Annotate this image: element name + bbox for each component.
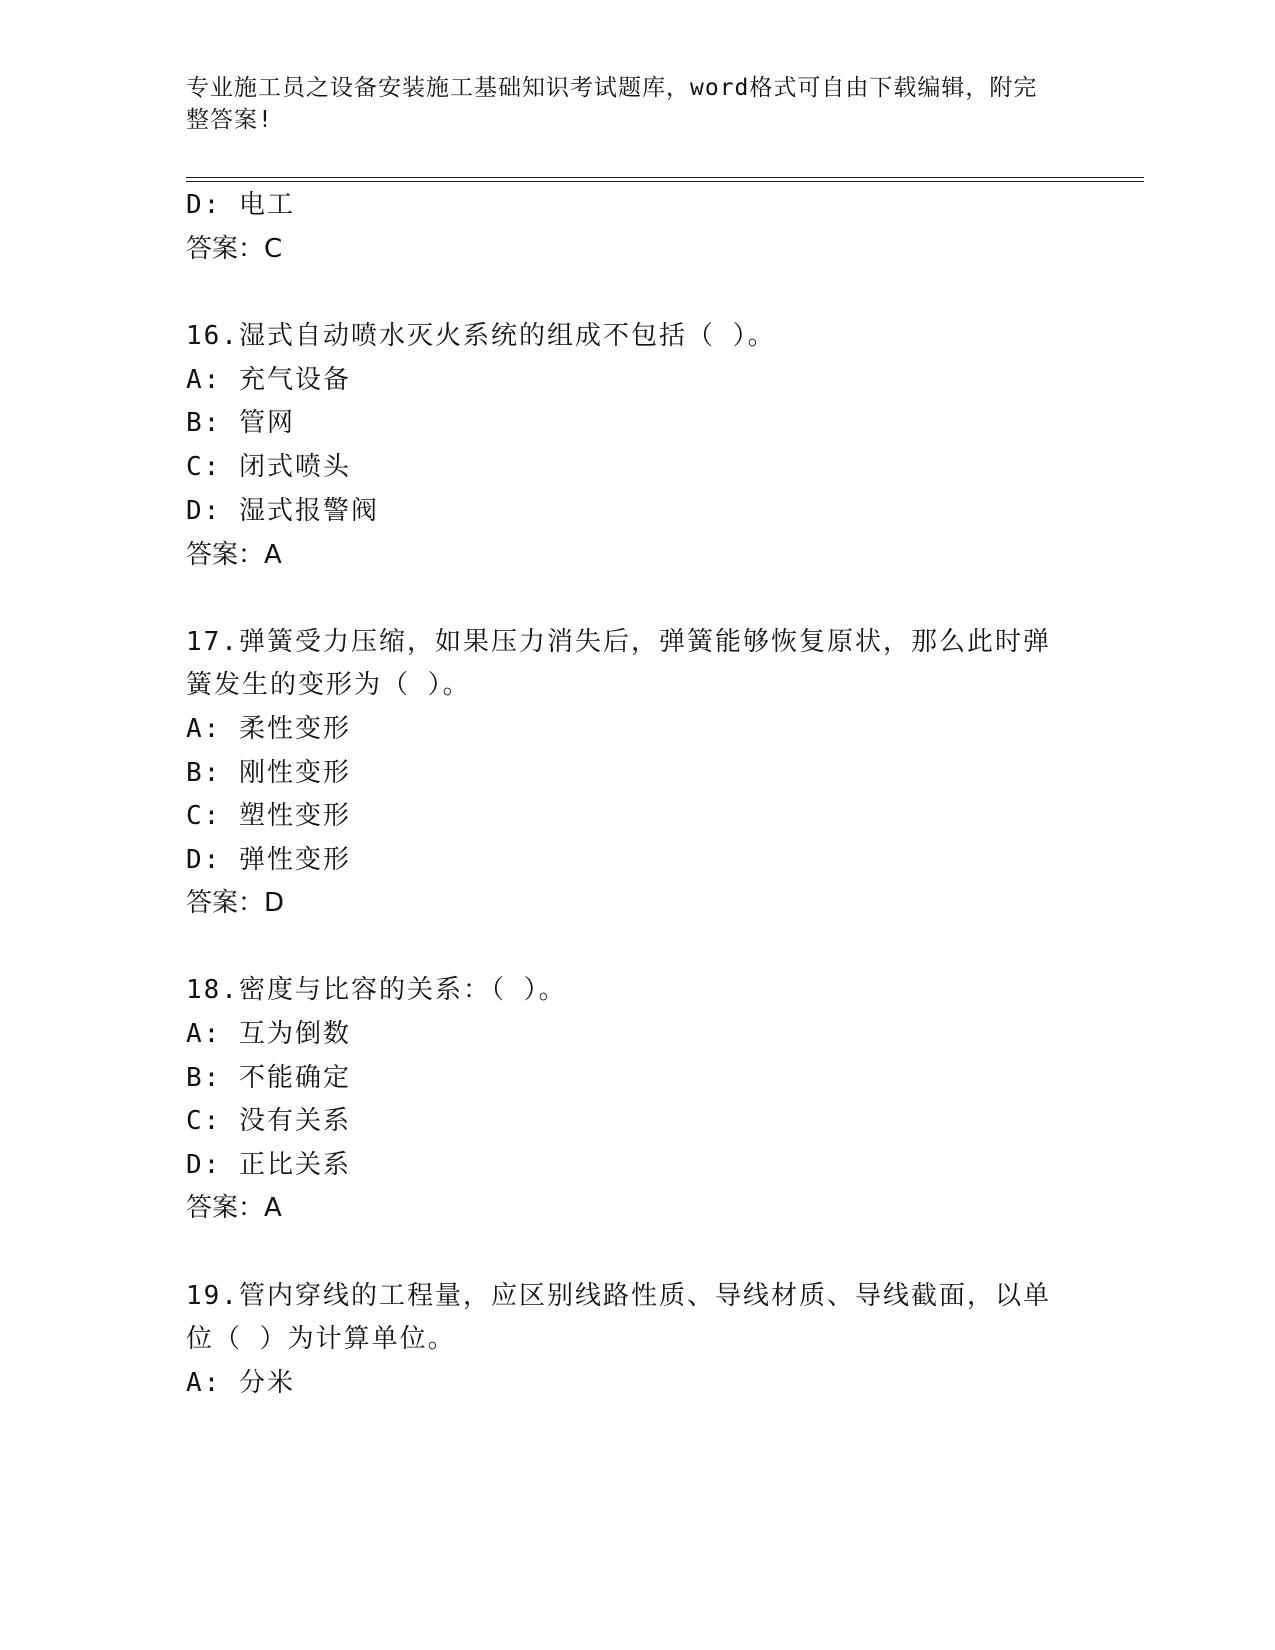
q18-option-d: D: 正比关系 bbox=[186, 1150, 351, 1180]
q16-option-d: D: 湿式报警阀 bbox=[186, 496, 379, 526]
q18-answer: 答案：A bbox=[186, 1193, 282, 1223]
q18-option-c: C: 没有关系 bbox=[186, 1106, 351, 1136]
q16-option-c: C: 闭式喷头 bbox=[186, 452, 351, 482]
q19-option-a: A: 分米 bbox=[186, 1368, 295, 1398]
q17-question-line-1: 17.弹簧受力压缩，如果压力消失后，弹簧能够恢复原状，那么此时弹 bbox=[186, 627, 1051, 657]
q18-option-a: A: 互为倒数 bbox=[186, 1019, 351, 1049]
q17-option-c: C: 塑性变形 bbox=[186, 801, 351, 831]
q18-question: 18.密度与比容的关系：（ ）。 bbox=[186, 975, 567, 1005]
q15-option-d: D: 电工 bbox=[186, 190, 295, 220]
q17-answer: 答案：D bbox=[186, 888, 285, 918]
header-divider-top bbox=[186, 177, 1144, 178]
q15-answer: 答案：C bbox=[186, 234, 283, 264]
q19-question-line-2: 位（ ）为计算单位。 bbox=[186, 1324, 456, 1354]
document-header bbox=[186, 72, 1066, 136]
q17-option-d: D: 弹性变形 bbox=[186, 845, 351, 875]
q16-option-a: A: 充气设备 bbox=[186, 365, 351, 395]
q16-answer: 答案：A bbox=[186, 540, 282, 570]
q16-question: 16.湿式自动喷水灭火系统的组成不包括（ ）。 bbox=[186, 321, 776, 351]
q17-question-line-2: 簧发生的变形为（ ）。 bbox=[186, 670, 471, 700]
q19-question-line-1: 19.管内穿线的工程量，应区别线路性质、导线材质、导线截面，以单 bbox=[186, 1281, 1051, 1311]
header-title-line-1: 专业施工员之设备安装施工基础知识考试题库，word格式可自由下载编辑，附完 bbox=[186, 75, 1038, 101]
q16-option-b: B: 管网 bbox=[186, 408, 295, 438]
q17-option-b: B: 刚性变形 bbox=[186, 758, 351, 788]
header-divider-bottom bbox=[186, 181, 1144, 182]
header-title-line-2: 整答案! bbox=[186, 107, 273, 133]
q18-option-b: B: 不能确定 bbox=[186, 1063, 351, 1093]
q17-option-a: A: 柔性变形 bbox=[186, 714, 351, 744]
